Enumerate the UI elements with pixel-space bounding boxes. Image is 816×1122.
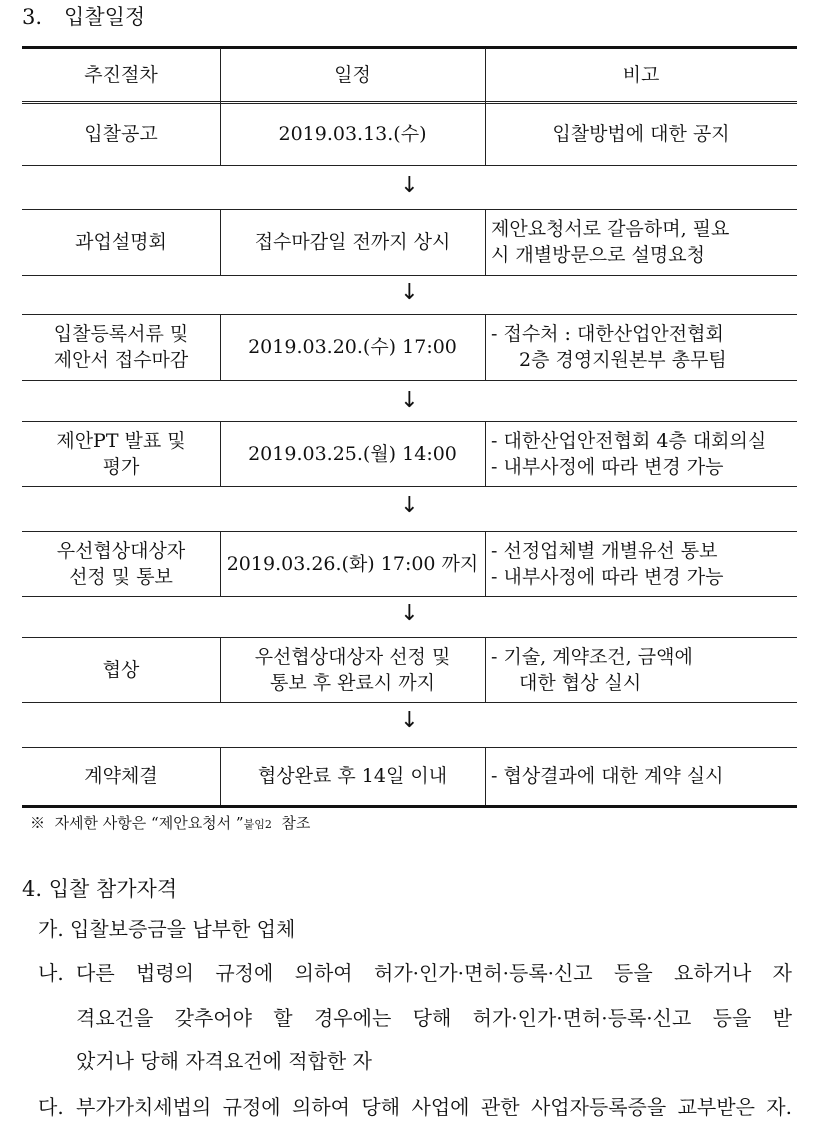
row-bottom-border <box>22 486 797 487</box>
header-col-divider-1 <box>220 48 221 102</box>
row-7-note-cell <box>485 747 797 805</box>
note-line: - 기술, 계약조건, 금액에 <box>491 645 693 668</box>
down-arrow-icon: ↓ <box>400 388 419 413</box>
row-2-note-cell <box>485 209 797 275</box>
row-7-step-cell <box>22 747 220 805</box>
row-1-step-cell <box>22 102 220 165</box>
footnote-attachment: 붙임2 <box>243 818 272 831</box>
row-5-schedule-cell <box>220 531 485 596</box>
row-6-schedule-cell <box>220 637 485 702</box>
schedule-line: 2019.03.25.(월) 14:00 <box>248 442 457 465</box>
schedule-line: 우선협상대상자 선정 및 <box>254 645 451 668</box>
header-note: 비고 <box>622 64 660 86</box>
qualification-item-na-line-1: 다른 법령의 규정에 의하여 허가·인가·면허·등록·신고 등을 요하거나 자 <box>76 961 792 985</box>
qualification-item-na-line-3: 았거나 당해 자격요건에 적합한 자 <box>76 1049 372 1073</box>
footnote-text-a: 자세한 사항은 “제안요청서 ” <box>54 814 244 832</box>
row-bottom-border <box>22 702 797 703</box>
step-line: 선정 및 통보 <box>69 565 173 588</box>
note-line: - 내부사정에 따라 변경 가능 <box>491 455 724 478</box>
schedule-line: 2019.03.13.(수) <box>278 122 427 145</box>
row-3-schedule-cell <box>220 314 485 380</box>
footnote-text-b: 참조 <box>281 814 311 832</box>
row-5-step-cell <box>22 531 220 596</box>
row-7-schedule-cell <box>220 747 485 805</box>
schedule-line: 2019.03.26.(화) 17:00 까지 <box>226 552 479 575</box>
step-line: 협상 <box>102 658 140 681</box>
note-line: - 내부사정에 따라 변경 가능 <box>491 565 724 588</box>
row-2-step-cell <box>22 209 220 275</box>
item-label-na: 나. <box>38 961 64 985</box>
row-bottom-border <box>22 380 797 381</box>
section-4-title: 입찰 참가자격 <box>48 877 178 901</box>
table-bottom-rule <box>22 805 797 808</box>
row-1-schedule-cell <box>220 102 485 165</box>
schedule-line: 협상완료 후 14일 이내 <box>257 765 448 787</box>
down-arrow-icon: ↓ <box>400 173 419 198</box>
note-line: 제안요청서로 갈음하며, 필요 <box>491 218 730 240</box>
qualification-item-da-line-1: 부가가치세법의 규정에 의하여 당해 사업에 관한 사업자등록증을 교부받은 자. <box>76 1095 792 1119</box>
row-bottom-border <box>22 596 797 597</box>
step-line: 제안PT 발표 및 <box>56 429 186 452</box>
row-bottom-border <box>22 165 797 166</box>
down-arrow-icon: ↓ <box>400 493 419 518</box>
qualification-item-na-line-2: 격요건을 갖추어야 할 경우에는 당해 허가·인가·면허·등록·신고 등을 받 <box>76 1006 792 1030</box>
down-arrow-icon: ↓ <box>400 601 419 626</box>
section-4-heading <box>22 874 177 904</box>
section-3-number: 3. <box>22 5 43 29</box>
down-arrow-icon: ↓ <box>400 708 419 733</box>
schedule-line: 통보 후 완료시 까지 <box>270 671 435 694</box>
section-3-title: 입찰일정 <box>64 5 146 29</box>
item-label-da: 다. <box>38 1095 64 1119</box>
note-line: 입찰방법에 대한 공지 <box>552 122 730 145</box>
table-footnote <box>30 812 310 836</box>
row-3-note-cell <box>485 314 797 380</box>
note-line: - 접수처 : 대한산업안전협회 <box>491 323 724 345</box>
step-line: 제안서 접수마감 <box>53 349 189 371</box>
note-line: - 대한산업안전협회 4층 대회의실 <box>491 429 767 452</box>
section-4-number: 4. <box>22 877 43 901</box>
item-label: 가. <box>38 917 64 941</box>
row-6-note-cell <box>485 637 797 702</box>
schedule-line: 접수마감일 전까지 상시 <box>254 231 451 253</box>
note-line: - 협상결과에 대한 계약 실시 <box>491 765 724 787</box>
schedule-line: 2019.03.20.(수) 17:00 <box>248 336 457 358</box>
row-bottom-border <box>22 275 797 276</box>
row-4-note-cell <box>485 421 797 486</box>
step-line: 평가 <box>102 455 140 478</box>
row-4-schedule-cell <box>220 421 485 486</box>
row-4-step-cell <box>22 421 220 486</box>
down-arrow-icon: ↓ <box>400 280 419 305</box>
row-3-step-cell <box>22 314 220 380</box>
note-line: 시 개별방문으로 설명요청 <box>491 244 705 266</box>
section-3-heading <box>22 2 145 32</box>
note-line: 2층 경영지원본부 총무팀 <box>519 349 727 371</box>
reference-mark-icon: ※ <box>30 814 46 832</box>
step-line: 입찰등록서류 및 <box>53 323 189 345</box>
item-line: 입찰보증금을 납부한 업체 <box>70 917 296 941</box>
row-6-step-cell <box>22 637 220 702</box>
note-line: 대한 협상 실시 <box>519 671 642 694</box>
header-col-divider-2 <box>485 48 486 102</box>
step-line: 우선협상대상자 <box>56 539 186 562</box>
step-line: 과업설명회 <box>75 231 167 253</box>
row-1-note-cell <box>485 102 797 165</box>
step-line: 계약체결 <box>84 765 158 787</box>
header-schedule: 일정 <box>334 64 371 86</box>
row-5-note-cell <box>485 531 797 596</box>
qualification-item-ga <box>38 914 295 944</box>
header-step: 추진절차 <box>84 64 158 86</box>
row-2-schedule-cell <box>220 209 485 275</box>
note-line: - 선정업체별 개별유선 통보 <box>491 539 718 562</box>
step-line: 입찰공고 <box>84 122 158 145</box>
